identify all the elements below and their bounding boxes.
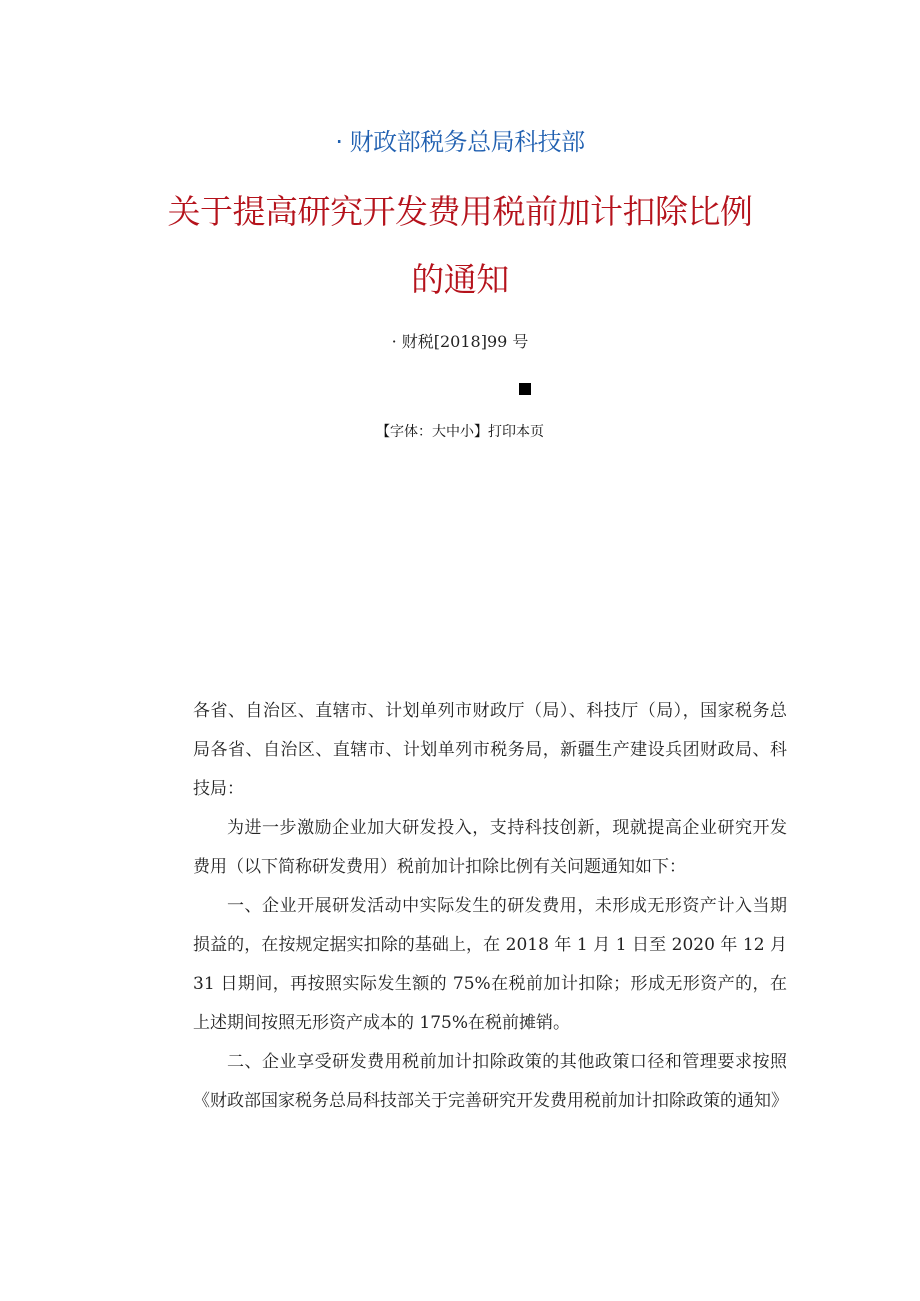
font-large-link[interactable]: 大 [432, 424, 446, 440]
addressee-paragraph: 各省、自治区、直辖市、计划单列市财政厅（局）、科技厅（局），国家税务总局各省、自治区、直辖市、计划单列市税务局，新疆生产建设兵团财政局、科技局： [193, 701, 787, 799]
item-2-paragraph: 二、企业享受研发费用税前加计扣除政策的其他政策口径和管理要求按照《财政部国家税务总局科技部关于完善研究开发费用税前加计扣除政策的通知》 [193, 1052, 788, 1111]
open-bracket: 【 [376, 424, 390, 440]
document-title-line-1: 关于提高研究开发费用税前加计扣除比例 [167, 192, 753, 231]
issuer-heading: · 财政部税务总局科技部 [335, 128, 585, 156]
document-title-line-2: 的通知 [411, 260, 509, 299]
intro-paragraph: 为进一步激励企业加大研发投入，支持科技创新，现就提高企业研究开发费用（以下简称研发费用）税前加计扣除比例有关问题通知如下： [193, 818, 787, 877]
close-bracket: 】 [474, 424, 488, 440]
font-small-link[interactable]: 小 [460, 424, 474, 440]
black-square-icon [519, 383, 531, 395]
document-number: · 财税[2018]99 号 [391, 332, 529, 351]
font-size-toolbar [0, 421, 920, 443]
print-page-link[interactable]: 打印本页 [488, 424, 544, 440]
font-medium-link[interactable]: 中 [446, 424, 460, 440]
item-1-paragraph: 一、企业开展研发活动中实际发生的研发费用，未形成无形资产计入当期损益的，在按规定据实扣除的基础上，在 2018 年 1 月 1 日至 2020 年 12 月 31 日期间，再按照实际发生额的 75%在税前加计扣除；形成无形资产的，在上述期间按照无形资产成本的 175%在税前摊销。 [193, 896, 787, 1033]
document-body [193, 692, 787, 1121]
font-label: 字体： [390, 424, 432, 440]
